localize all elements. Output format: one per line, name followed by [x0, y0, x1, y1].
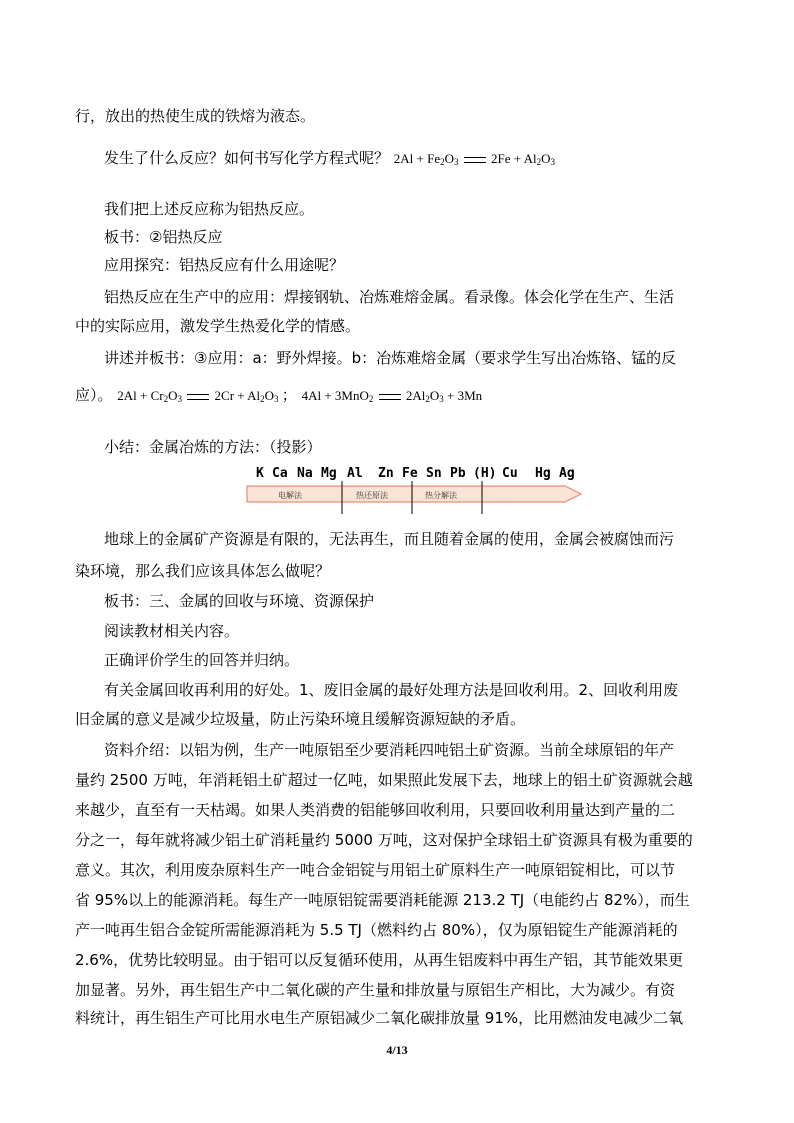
equation-thermite: $2Al + Fe_2O_3$ $2Fe + Al_2O_3$: [393, 151, 556, 167]
metal-label: Pb: [450, 466, 466, 481]
text-line: 正确评价学生的回答并归纳。: [104, 651, 300, 669]
equals-sign: [379, 394, 401, 400]
metal-label: Zn: [378, 466, 394, 481]
equation-chromium: $2Al + Cr_2O_3$ $2Cr + Al_2O_3$: [117, 388, 279, 404]
text-line-with-equation: 应）。 $2Al + Cr_2O_3$ $2Cr + Al_2O_3$ ； 4Al + 3MnO$_2$ $2Al_2O_3 + 3Mn$: [75, 386, 483, 404]
text-line: 行，放出的热使生成的铁熔为液态。: [75, 107, 316, 125]
method-label: 热分解法: [425, 491, 457, 500]
text-line: 分之一，每年就将减少铝土矿消耗量约 5000 万吨，这对保护全球铝土矿资源具有极为重要的: [75, 831, 693, 849]
text-line: 我们把上述反应称为铝热反应。: [104, 200, 315, 218]
text-line: 意义。其次，利用废杂原料生产一吨合金铝锭与用铝土矿原料生产一吨原铝锭相比，可以节: [75, 861, 676, 879]
metal-label: Mg: [321, 466, 337, 481]
page-number: 4/13: [386, 1043, 408, 1057]
text-line: 中的实际应用，激发学生热爱化学的情感。: [75, 317, 361, 335]
text-line: 阅读教材相关内容。: [104, 622, 240, 640]
text-line: 产一吨再生铝合金锭所需能源消耗为 5.5 TJ（燃料约占 80%），仅为原铝锭生产能源消耗的: [75, 921, 678, 939]
text-line: 小结：金属冶炼的方法：（投影）: [104, 438, 322, 456]
metal-label: Ca: [272, 466, 288, 481]
metal-label: Cu: [502, 466, 518, 481]
method-label: 热还原法: [356, 491, 388, 500]
metal-label: (H): [473, 466, 497, 481]
text-line: 染环境，那么我们应该具体怎么做呢？: [75, 562, 331, 580]
text-line: 应用探究：铝热反应有什么用途呢？: [104, 256, 345, 274]
metal-label: K: [256, 466, 264, 481]
text-line-last: 料统计，再生铝生产可比用水电生产原铝减少二氧化碳排放量 91%，比用燃油发电减少二氧: [75, 1009, 684, 1027]
text-line: 地球上的金属矿产资源是有限的，无法再生，而且随着金属的使用，金属会被腐蚀而污: [104, 530, 675, 548]
board-note: 板书：②铝热反应: [104, 228, 223, 246]
method-label: 电解法: [278, 491, 302, 500]
metal-label: Hg: [535, 466, 551, 481]
text-line: 来越少，直至有一天枯竭。如果人类消费的铝能够回收利用，只要回收利用量达到产量的二: [75, 801, 676, 819]
equation-manganese: 4Al + 3MnO$_2$ $2Al_2O_3 + 3Mn$: [301, 388, 483, 404]
text-line: 资料介绍：以铝为例，生产一吨原铝至少要消耗四吨铝土矿资源。当前全球原铝的年产: [104, 741, 675, 759]
text-line: 2.6%，优势比较明显。由于铝可以反复循环使用，从再生铝废料中再生产铝，其节能效果更: [75, 951, 684, 969]
text-line: 铝热反应在生产中的应用：焊接钢轨、冶炼难熔金属。看录像。体会化学在生产、生活: [104, 288, 675, 306]
text-line: 省 95%以上的能源消耗。每生产一吨原铝锭需要消耗能源 213.2 TJ（电能约占 82%），而生: [75, 891, 690, 909]
text-line: 讲述并板书：③应用：a：野外焊接。b：冶炼难熔金属（要求学生写出冶炼铬、锰的反: [104, 349, 677, 367]
metal-label: Sn: [426, 466, 442, 481]
metal-label: Na: [297, 466, 313, 481]
text-line: 加显著。另外，再生铝生产中二氧化碳的产生量和排放量与原铝生产相比，大为减少。有资: [75, 981, 676, 999]
text-line: 旧金属的意义是减少垃圾量，防止污染环境且缓解资源短缺的矛盾。: [75, 710, 526, 728]
metal-smelting-diagram: [245, 459, 585, 517]
equals-sign: [187, 394, 209, 400]
answer-text: 应）。: [75, 386, 113, 404]
metal-label: Ag: [559, 466, 575, 481]
equals-sign: [464, 157, 486, 163]
text-line: 量约 2500 万吨，年消耗铝土矿超过一亿吨，如果照此发展下去，地球上的铝土矿资源就会越: [75, 771, 693, 789]
question-text: 发生了什么反应？如何书写化学方程式呢？: [104, 149, 390, 167]
metal-label: Fe: [402, 466, 418, 481]
board-note: 板书：三、金属的回收与环境、资源保护: [104, 592, 375, 610]
text-line: 有关金属回收再利用的好处。1、废旧金属的最好处理方法是回收利用。2、回收利用废: [104, 681, 679, 699]
text-line-with-equation: [0, 148, 794, 169]
metal-label: Al: [347, 466, 363, 481]
